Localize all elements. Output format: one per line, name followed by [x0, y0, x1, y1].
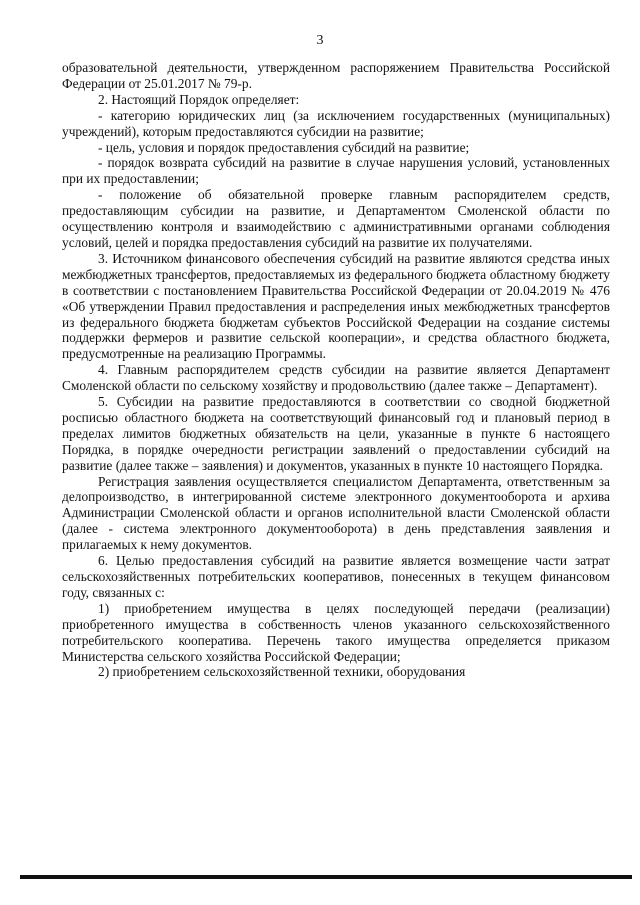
paragraph-item-5: 5. Субсидии на развитие предоставляются в соответствии со сводной бюджетной росписью областного бюджета на соответствующий финансовый год и плановый период в пределах лимитов бюджетных обязательств на цели, указанные в пункте 6 настоящего Порядка, в порядке очередности регистрации заявлений о предоставлении субсидий на развитие (далее также – заявления) и документов, указанных в пункте 10 настоящего Порядка. [62, 394, 610, 473]
document-body [62, 60, 610, 680]
subitem-1: 1) приобретением имущества в целях последующей передачи (реализации) приобретенного имущества в собственность членов указанного сельскохозяйственного потребительского кооператива. Перечень такого имущества определяется приказом Министерства сельского хозяйства Российской Федерации; [62, 600, 610, 664]
list-item-category: - категорию юридических лиц (за исключением государственных (муниципальных) учреждений), которым предоставляются субсидии на развитие; [62, 107, 610, 139]
subitem-2: 2) приобретением сельскохозяйственной техники, оборудования [98, 664, 466, 680]
paragraph-item-6: 6. Целью предоставления субсидий на развитие является возмещение части затрат сельскохозяйственных потребительских кооперативов, понесенных в текущем финансовом году, связанных с: [62, 553, 610, 600]
paragraph-continuation: образовательной деятельности, утвержденном распоряжением Правительства Российской Федерации от 25.01.2017 № 79-р. [62, 60, 610, 91]
list-item-inspection: - положение об обязательной проверке главным распорядителем средств, предоставляющим субсидии на развитие, и Департаментом Смоленской области по осуществлению контроля и взаимодействию с административными органами соблюдения условий, целей и порядка предоставления субсидий на развитие их получателями. [62, 187, 610, 250]
list-item-purpose: - цель, условия и порядок предоставления субсидий на развитие; [98, 139, 470, 155]
paragraph-item-2: 2. Настоящий Порядок определяет: [98, 91, 300, 107]
scan-edge-line [20, 875, 632, 879]
paragraph-item-3: 3. Источником финансового обеспечения субсидий на развитие являются средства иных межбюджетных трансфертов, предоставляемых из федерального бюджета областному бюджету в соответствии с постановлением Правительства Российской Федерации от 20.04.2019 № 476 «Об утверждении Правил предоставления и распределения иных межбюджетных трансфертов из федерального бюджета бюджетам субъектов Российской Федерации на создание системы поддержки фермеров и развитие сельской кооперации», и средства областного бюджета, предусмотренные на реализацию Программы. [62, 250, 610, 362]
page-number: 3 [316, 33, 324, 48]
paragraph-item-4: 4. Главным распорядителем средств субсидии на развитие является Департамент Смоленской области по сельскому хозяйству и продовольствию (далее также – Департамент). [62, 362, 610, 394]
paragraph-registration: Регистрация заявления осуществляется специалистом Департамента, ответственным за делопроизводство, в интегрированной системе электронного документооборота и архива Администрации Смоленской области и органов исполнительной власти Смоленской области (далее - система электронного документооборота) в день представления заявления и прилагаемых к нему документов. [62, 473, 610, 553]
list-item-refund: - порядок возврата субсидий на развитие в случае нарушения условий, установленных при их предоставлении; [62, 155, 610, 187]
